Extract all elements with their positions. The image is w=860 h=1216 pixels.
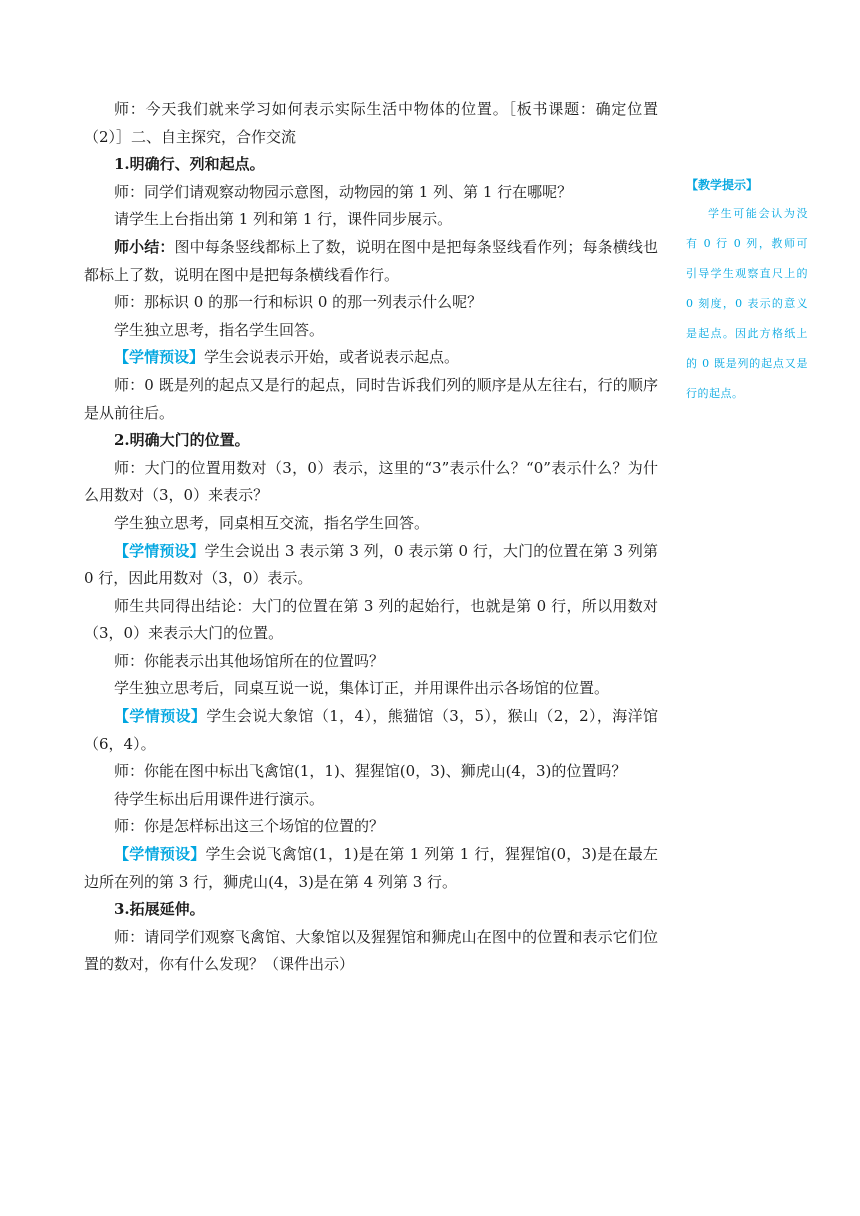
preset-tag: 【学情预设】 — [114, 845, 206, 864]
paragraph: 师：今天我们就来学习如何表示实际生活中物体的位置。［板书课题：确定位置（2）］二、自主探究，合作交流 — [84, 100, 658, 146]
paragraph — [84, 841, 658, 896]
paragraph: 师：你能表示出其他场馆所在的位置吗？ — [114, 651, 385, 670]
paragraph: 师：你是怎样标出这三个场馆的位置的？ — [114, 817, 385, 836]
paragraph: 师生共同得出结论：大门的位置在第 3 列的起始行，也就是第 0 行，所以用数对（3，0）来表示大门的位置。 — [84, 596, 658, 643]
paragraph — [84, 703, 658, 758]
paragraph — [84, 344, 658, 372]
paragraph: 师：请同学们观察飞禽馆、大象馆以及猩猩馆和狮虎山在图中的位置和表示它们位置的数对，你有什么发现？（课件出示） — [84, 927, 658, 974]
preset-text: 学生会说表示开始，或者说表示起点。 — [204, 348, 460, 367]
paragraph — [84, 538, 658, 593]
preset-tag: 【学情预设】 — [114, 348, 205, 367]
paragraph: 学生独立思考后，同桌互说一说，集体订正，并用课件出示各场馆的位置。 — [114, 679, 610, 698]
paragraph: 师：那标识 0 的那一行和标识 0 的那一列表示什么呢？ — [114, 293, 483, 312]
teaching-tip-text: 学生可能会认为没有 0 行 0 列，教师可引导学生观察直尺上的 0 刻度，0 表示的意义是起点。因此方格纸上的 0 既是列的起点又是行的起点。 — [686, 207, 808, 400]
paragraph: 师：0 既是列的起点又是行的起点，同时告诉我们列的顺序是从左往右，行的顺序是从前往后。 — [84, 375, 658, 422]
teaching-tip-title: 【教学提示】 — [686, 178, 759, 192]
section-heading: 1.明确行、列和起点。 — [114, 155, 265, 174]
summary-label: 师小结： — [114, 237, 175, 256]
summary-text: 图中每条竖线都标上了数，说明在图中是把每条竖线看作列；每条横线也都标上了数，说明在图中是把每条横线看作行。 — [84, 237, 658, 284]
preset-text: 学生会说飞禽馆(1，1)是在第 1 列第 1 行，猩猩馆(0，3)是在最左边所在列的第 3 行，狮虎山(4，3)是在第 4 列第 3 行。 — [84, 845, 658, 891]
paragraph: 师：同学们请观察动物园示意图，动物园的第 1 列、第 1 行在哪呢？ — [114, 182, 573, 201]
preset-tag: 【学情预设】 — [114, 541, 205, 560]
preset-text: 学生会说出 3 表示第 3 列，0 表示第 0 行，大门的位置在第 3 列第 0 行，因此用数对（3，0）表示。 — [84, 541, 658, 588]
paragraph: 学生独立思考，指名学生回答。 — [114, 320, 325, 339]
section-heading: 3.拓展延伸。 — [114, 900, 205, 919]
preset-text: 学生会说大象馆（1，4），熊猫馆（3，5），猴山（2，2），海洋馆（6，4）。 — [84, 707, 658, 753]
lesson-body — [84, 96, 658, 979]
paragraph — [84, 234, 658, 289]
paragraph: 师：你能在图中标出飞禽馆(1，1)、猩猩馆(0，3)、狮虎山(4，3)的位置吗？ — [114, 762, 627, 781]
paragraph: 师：大门的位置用数对（3，0）表示，这里的“3”表示什么？“0”表示什么？为什么用数对（3，0）来表示？ — [84, 458, 658, 505]
paragraph: 待学生标出后用课件进行演示。 — [114, 789, 325, 808]
section-heading: 2.明确大门的位置。 — [114, 431, 250, 450]
paragraph: 请学生上台指出第 1 列和第 1 行，课件同步展示。 — [114, 210, 453, 229]
preset-tag: 【学情预设】 — [114, 707, 207, 726]
teaching-tip-sidebar — [686, 175, 808, 409]
paragraph: 学生独立思考，同桌相互交流，指名学生回答。 — [114, 513, 430, 532]
